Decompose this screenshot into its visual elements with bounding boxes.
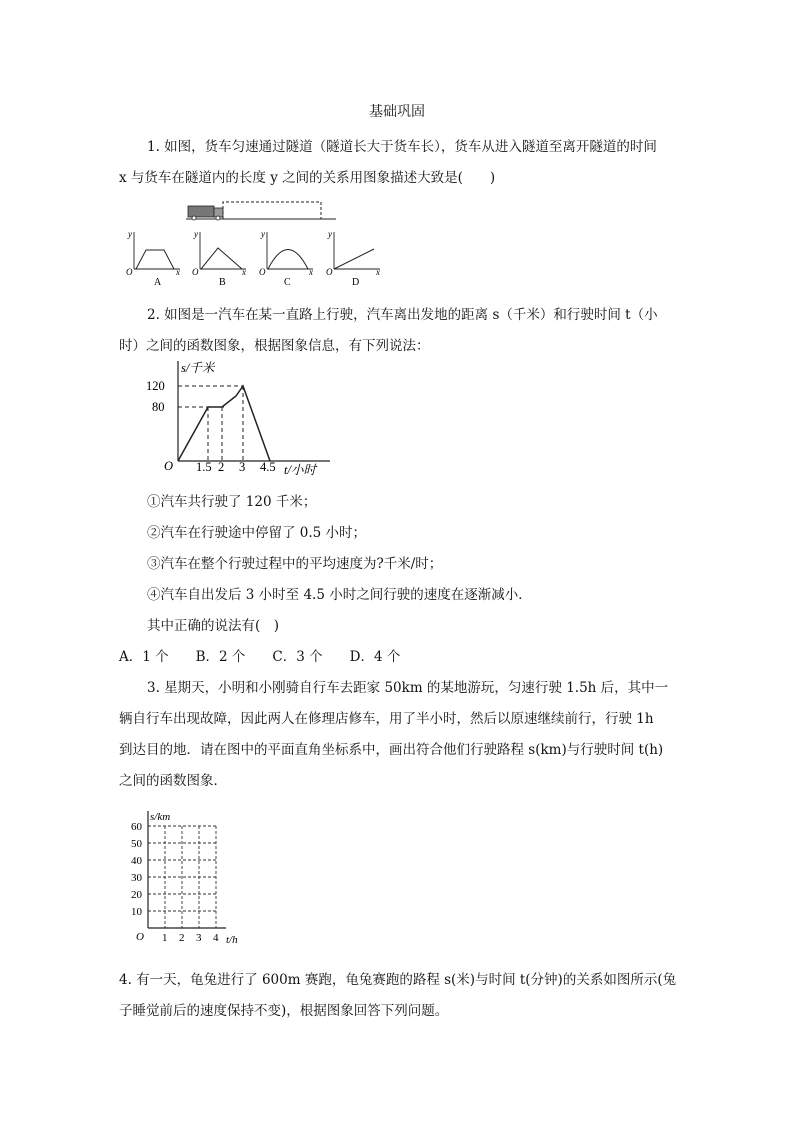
- q3-y-tick: 40: [131, 855, 142, 867]
- q2-statement-1: ①汽车共行驶了 120 千米；: [147, 494, 317, 510]
- q1-option-a: A: [154, 277, 162, 288]
- q1-origin: O: [326, 267, 333, 277]
- q1-graph-d: [326, 229, 380, 288]
- q2-text-line2: 时）之间的函数图象，根据图象信息，有下列说法：: [119, 338, 430, 354]
- q1-axis-x: x: [176, 267, 180, 277]
- q1-text-line1: 1. 如图，货车匀速通过隧道（隧道长大于货车长），货车从进入隧道至离开隧道的时间: [147, 139, 657, 155]
- q3-grid-lines: [148, 826, 216, 928]
- q1-axis-x: x: [309, 267, 313, 277]
- q1-tunnel: [223, 202, 321, 219]
- q1-axis-x: x: [242, 267, 246, 277]
- q2-x-tick-3: 3: [239, 460, 246, 474]
- q1-origin: O: [259, 267, 266, 277]
- q3-text-line2: 辆自行车出现故障，因此两人在修理店修车，用了半小时，然后以原速继续前行，行驶 1h: [119, 711, 654, 727]
- q1-text-line2: x 与货车在隧道内的长度 y 之间的关系用图象描述大致是( ): [119, 170, 496, 186]
- q3-x-tick: 4: [213, 932, 219, 944]
- q1-axis-y: y: [261, 229, 265, 239]
- q1-graph-a: [126, 229, 180, 288]
- q3-x-label: t/h: [226, 934, 238, 946]
- q1-truck-cab: [214, 208, 223, 217]
- q2-x-tick-1-5: 1.5: [196, 460, 212, 474]
- q2-chart: [140, 355, 360, 480]
- q2-y-tick-120: 120: [146, 379, 165, 393]
- q3-x-tick: 2: [179, 932, 185, 944]
- q1-truck-wheel: [216, 216, 220, 220]
- q2-question: 其中正确的说法有( ): [147, 618, 280, 634]
- q1-option-c: C: [284, 277, 291, 288]
- q3-y-tick: 10: [131, 906, 142, 918]
- q3-text-line1: 3. 星期天，小明和小刚骑自行车去距家 50km 的某地游玩，匀速行驶 1.5h 后，其中一: [147, 680, 669, 696]
- q2-statement-3: ③汽车在整个行驶过程中的平均速度为?千米/时；: [147, 556, 443, 572]
- q1-option-b: B: [219, 277, 226, 288]
- q4-text-line2: 子睡觉前后的速度保持不变)，根据图象回答下列问题。: [119, 1003, 449, 1019]
- q1-origin: O: [192, 267, 199, 277]
- q2-x-tick-4-5: 4.5: [260, 460, 276, 474]
- q3-grid-chart: [118, 805, 258, 950]
- q3-text-line4: 之间的函数图象．: [119, 773, 227, 789]
- q3-x-tick: 1: [162, 932, 168, 944]
- q3-y-tick: 20: [131, 889, 142, 901]
- q4-text-line1: 4. 有一天，龟兔进行了 600m 赛跑，龟兔赛跑的路程 s(米)与时间 t(分钟)的关系如图所示(兔: [119, 972, 677, 988]
- q2-statement-2: ②汽车在行驶途中停留了 0.5 小时；: [147, 525, 367, 541]
- q2-statement-4: ④汽车自出发后 3 小时至 4.5 小时之间行驶的速度在逐渐减小．: [147, 587, 532, 603]
- q3-origin: O: [136, 931, 144, 943]
- q3-y-tick: 30: [131, 872, 142, 884]
- q2-y-label: s/千米: [181, 361, 215, 375]
- q1-graph-b: [192, 229, 246, 288]
- q3-text-line3: 到达目的地．请在图中的平面直角坐标系中，画出符合他们行驶路程 s(km)与行驶时间 t(h): [119, 742, 664, 758]
- q3-y-tick: 50: [131, 838, 142, 850]
- q2-origin: O: [164, 459, 174, 473]
- q1-axis-y: y: [194, 229, 198, 239]
- q2-line-series: [178, 386, 270, 461]
- q1-axis-x: x: [376, 267, 380, 277]
- q2-x-tick-2: 2: [218, 460, 225, 474]
- q1-option-d: D: [352, 277, 360, 288]
- q1-truck: [188, 206, 214, 217]
- q1-axis-y: y: [328, 229, 332, 239]
- q2-text-line1: 2. 如图是一汽车在某一直路上行驶，汽车离出发地的距离 s（千米）和行驶时间 t（小: [147, 307, 658, 323]
- q2-choices: A．1 个 B．2 个 C．3 个 D．4 个: [119, 649, 401, 665]
- q3-y-tick: 60: [131, 821, 142, 833]
- q1-figure: [118, 192, 398, 292]
- q3-x-tick: 3: [196, 932, 202, 944]
- q1-truck-wheel: [192, 216, 196, 220]
- q1-axis-y: y: [128, 229, 132, 239]
- q2-x-label: t/小时: [284, 463, 316, 477]
- q1-graph-c: [259, 229, 313, 288]
- q3-y-label: s/km: [150, 811, 171, 823]
- q2-y-tick-80: 80: [152, 400, 165, 414]
- section-title: 基础巩固: [369, 104, 425, 120]
- q1-origin: O: [126, 267, 133, 277]
